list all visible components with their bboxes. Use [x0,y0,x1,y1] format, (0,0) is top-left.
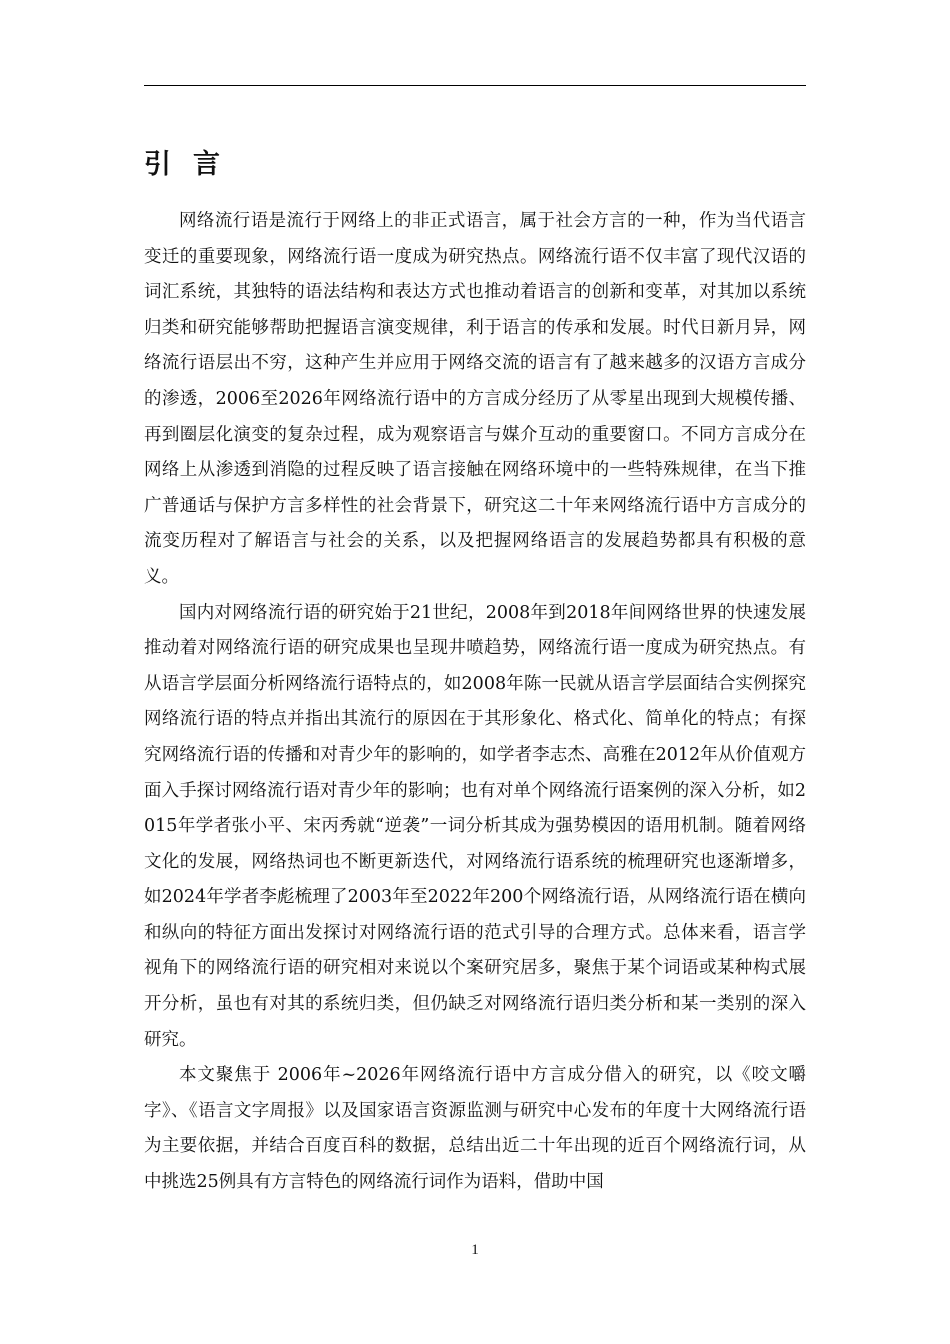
paragraph: 国内对网络流行语的研究始于21世纪，2008年到2018年间网络世界的快速发展推动着对网络流行语的研究成果也呈现井喷趋势，网络流行语一度成为研究热点。有从语言学层面分析网络流行语特点的，如2008年陈一民就从语言学层面结合实例探究网络流行语的特点并指出其流行的原因在于其形象化、格式化、简单化的特点；有探究网络流行语的传播和对青少年的影响的，如学者李志杰、高雅在2012年从价值观方面入手探讨网络流行语对青少年的影响；也有对单个网络流行语案例的深入分析，如2015年学者张小平、宋丙秀就“逆袭”一词分析其成为强势模因的语用机制。随着网络文化的发展，网络热词也不断更新迭代，对网络流行语系统的梳理研究也逐渐增多，如2024年学者李彪梳理了2003年至2022年200个网络流行语，从网络流行语在横向和纵向的特征方面出发探讨对网络流行语的范式引导的合理方式。总体来看，语言学视角下的网络流行语的研究相对来说以个案研究居多，聚焦于某个词语或某种构式展开分析，虽也有对其的系统归类，但仍缺乏对网络流行语归类分析和某一类别的深入研究。 [144,602,806,1050]
section-heading: 引言 [144,149,242,180]
page-number: 1 [471,1242,479,1258]
paragraph: 网络流行语是流行于网络上的非正式语言，属于社会方言的一种，作为当代语言变迁的重要现象，网络流行语一度成为研究热点。网络流行语不仅丰富了现代汉语的词汇系统，其独特的语法结构和表达方式也推动着语言的创新和变革，对其加以系统归类和研究能够帮助把握语言演变规律，利于语言的传承和发展。时代日新月异，网络流行语层出不穷，这种产生并应用于网络交流的语言有了越来越多的汉语方言成分的渗透，2006至2026年网络流行语中的方言成分经历了从零星出现到大规模传播、再到圈层化演变的复杂过程，成为观察语言与媒介互动的重要窗口。不同方言成分在网络上从渗透到消隐的过程反映了语言接触在网络环境中的一些特殊规律，在当下推广普通话与保护方言多样性的社会背景下，研究这二十年来网络流行语中方言成分的流变历程对了解语言与社会的关系，以及把握网络语言的发展趋势都具有积极的意义。 [144,211,806,587]
header-rule [144,85,806,86]
body-text [144,204,806,1201]
paragraph: 本文聚焦于 2006年~2026年网络流行语中方言成分借入的研究，以《咬文嚼字》、《语言文字周报》以及国家语言资源监测与研究中心发布的年度十大网络流行语为主要依据，并结合百度百科的数据，总结出近二十年出现的近百个网络流行词，从中挑选25例具有方言特色的网络流行词作为语料，借助中国 [144,1065,806,1193]
